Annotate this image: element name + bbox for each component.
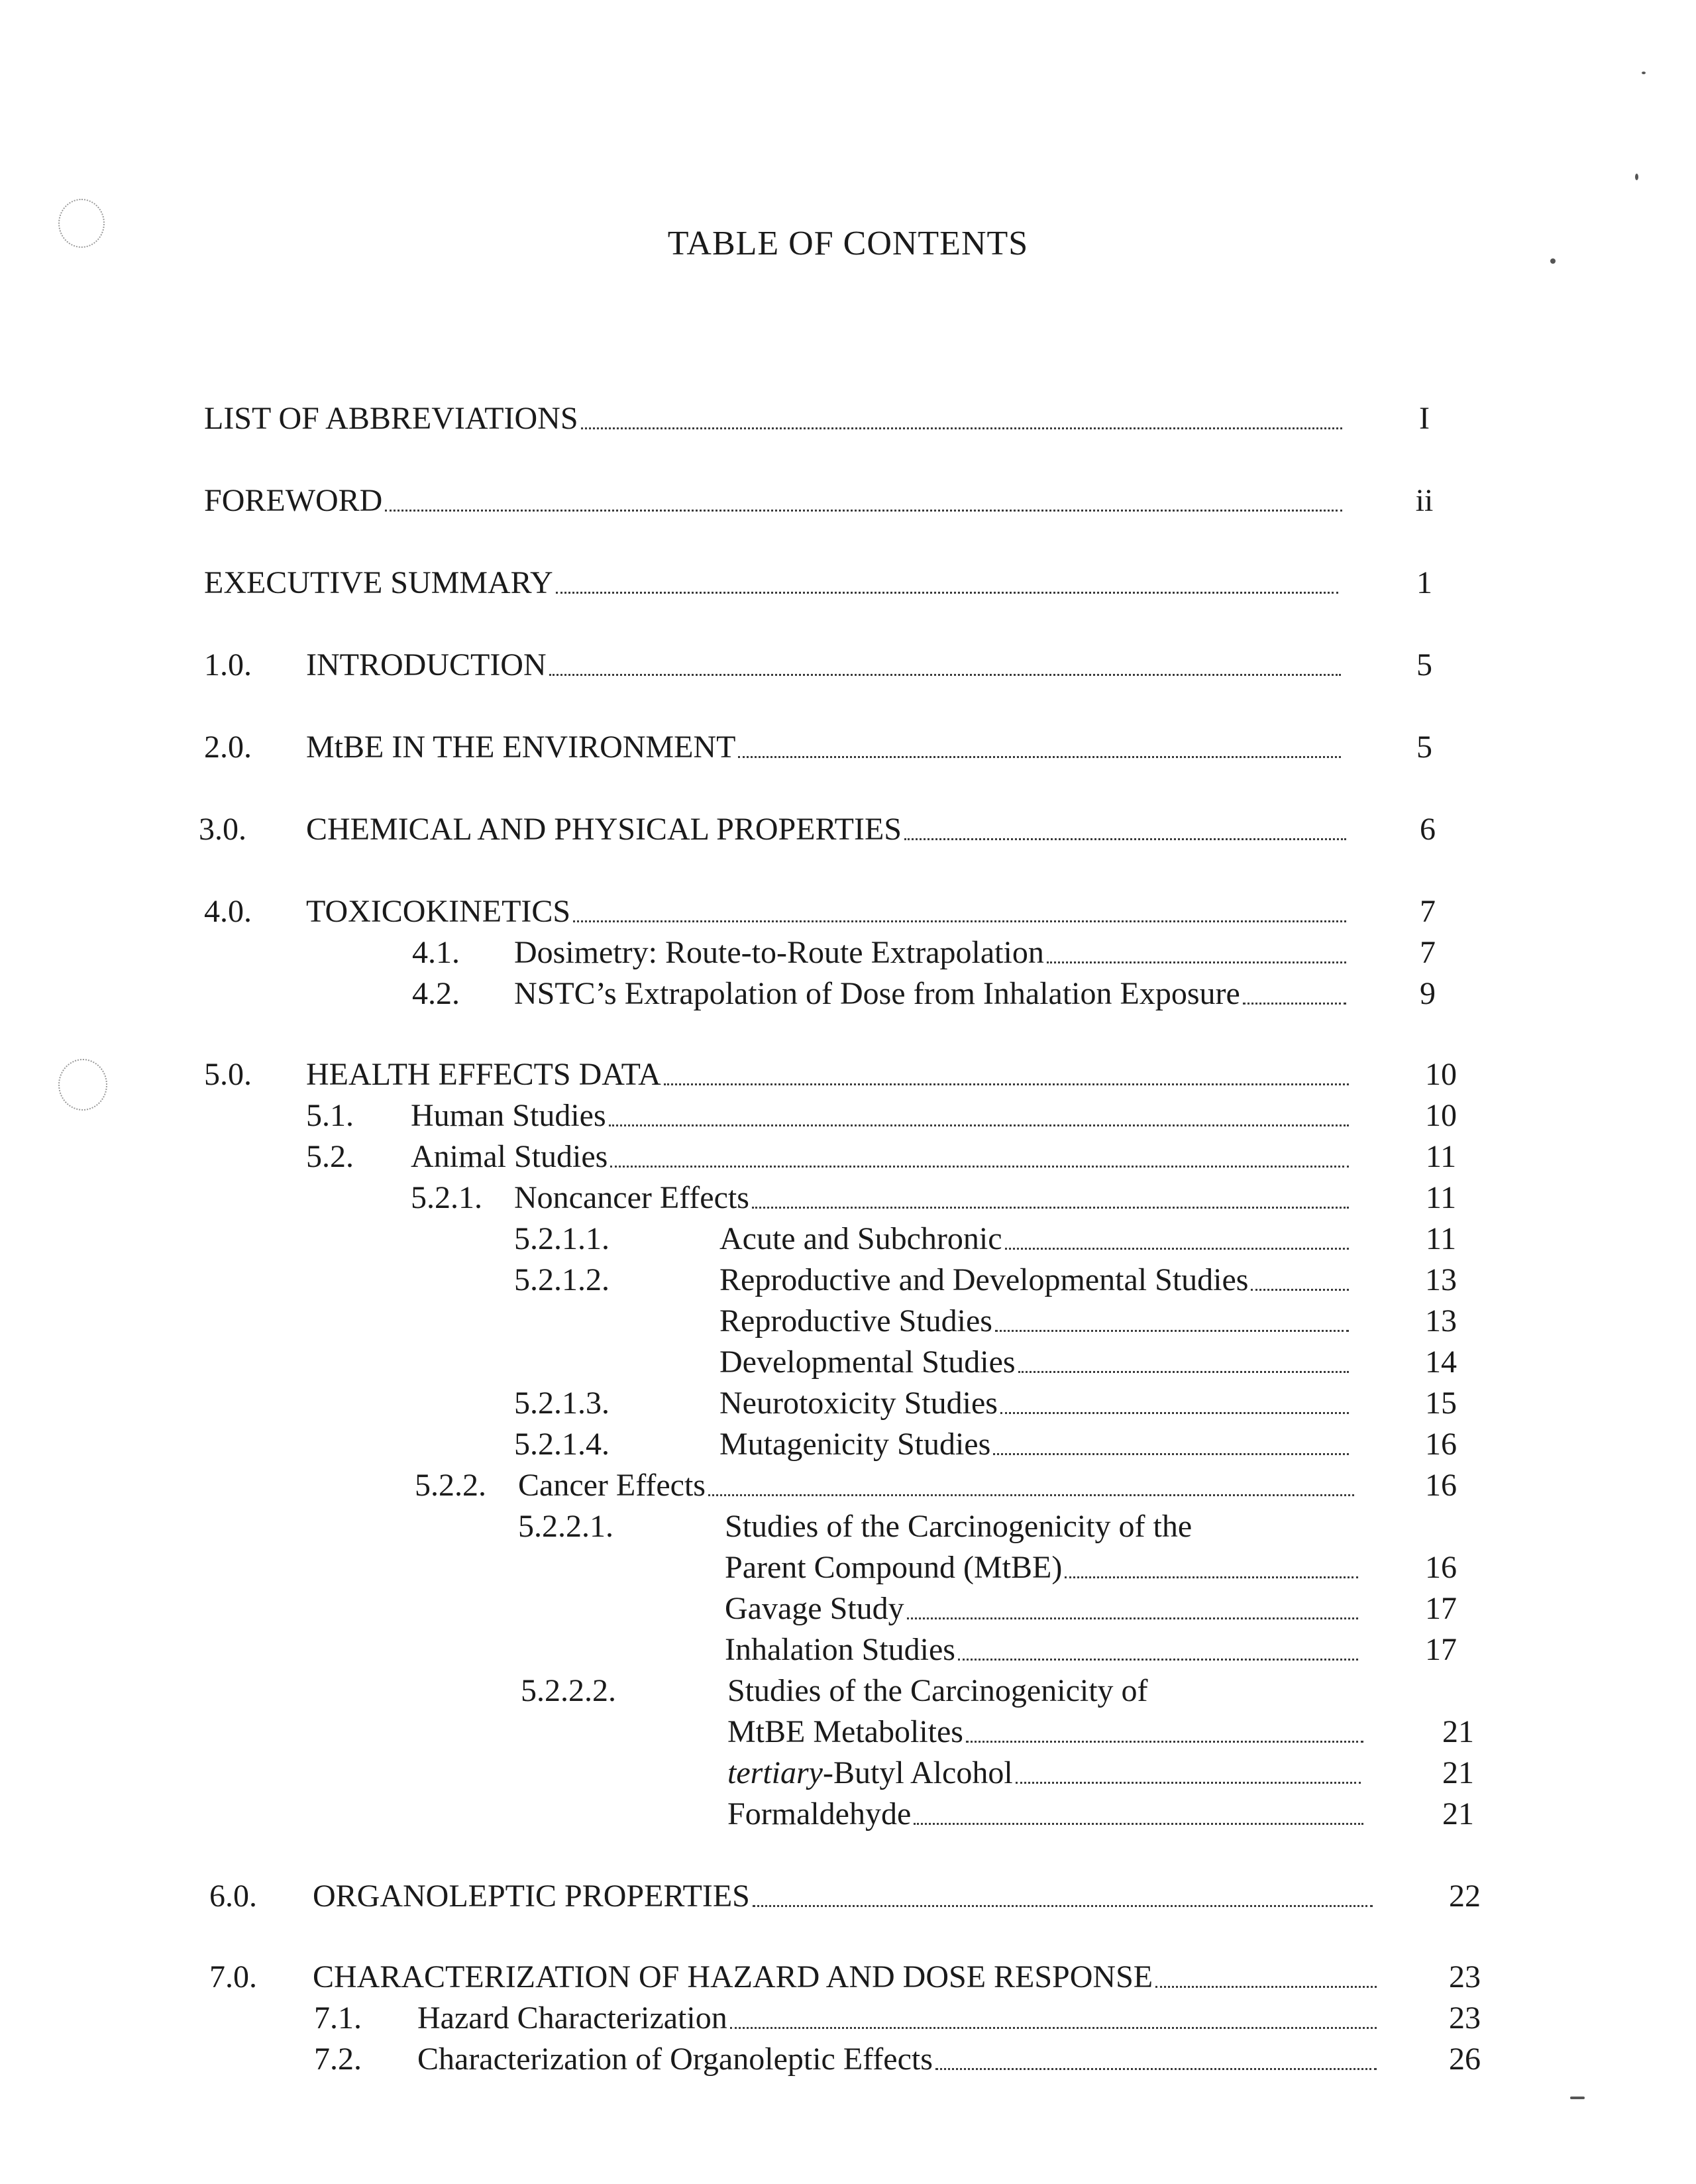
toc-entry-number: 5.2.1.1. [514,1221,610,1256]
toc-entry-reproductive-developmental[interactable] [0,1260,1696,1300]
hole-punch-mark [58,199,105,248]
toc-entry-organoleptic-properties[interactable] [0,1877,1696,1916]
toc-page-number: 17 [1425,1591,1457,1626]
toc-page-number: 6 [1420,812,1436,847]
toc-entry-label: CHARACTERIZATION OF HAZARD AND DOSE RESPONSE [313,1957,1155,1997]
page-title: TABLE OF CONTENTS [667,225,1029,262]
toc-entry-number: 1.0. [204,647,252,682]
toc-entry-label: EXECUTIVE SUMMARY [204,563,556,603]
toc-entry-acute-subchronic[interactable] [0,1219,1696,1259]
toc-entry-label: Acute and Subchronic [719,1219,1005,1259]
toc-page-number: 10 [1425,1057,1457,1092]
toc-page-number: 23 [1449,1959,1481,1994]
toc-entry-dosimetry[interactable] [0,933,1696,973]
toc-entry-label: ORGANOLEPTIC PROPERTIES [313,1877,753,1916]
toc-page-number: 7 [1420,935,1436,970]
toc-entry-human-studies[interactable] [0,1096,1696,1136]
toc-page-number: 21 [1442,1796,1474,1831]
toc-page-number: 11 [1425,1139,1457,1174]
toc-page-number: 16 [1425,1550,1457,1585]
toc-entry-label: INTRODUCTION [306,645,549,685]
toc-entry-number: 5.2.1.3. [514,1386,610,1421]
toc-entry-label: LIST OF ABBREVIATIONS [204,399,581,439]
toc-entry-carcinogenicity-parent-heading[interactable] [0,1507,1696,1547]
toc-entry-number: 4.2. [412,976,460,1011]
toc-entry-label: Noncancer Effects [514,1178,752,1218]
toc-entry-toxicokinetics[interactable] [0,892,1696,932]
toc-entry-number: 5.2.1.2. [514,1262,610,1297]
toc-entry-mutagenicity[interactable] [0,1425,1696,1464]
toc-entry-label: FOREWORD [204,481,385,521]
scan-speck [1570,2097,1585,2099]
toc-entry-foreword[interactable] [0,481,1696,521]
toc-entry-number: 5.2. [306,1139,354,1174]
toc-entry-abbreviations[interactable] [0,399,1696,439]
toc-entry-number: 6.0. [209,1879,257,1914]
toc-entry-label: TOXICOKINETICS [306,892,573,932]
toc-entry-nstc-extrapolation[interactable] [0,974,1696,1014]
toc-entry-label: Mutagenicity Studies [719,1425,993,1464]
scan-speck [1550,258,1556,264]
toc-page-number: 13 [1425,1303,1457,1338]
toc-entry-number: 4.1. [412,935,460,970]
scan-speck [1642,72,1646,74]
toc-entry-chemical-properties[interactable] [0,810,1696,849]
toc-page-number: 13 [1425,1262,1457,1297]
toc-entry-label: Parent Compound (MtBE) [725,1548,1065,1588]
toc-entry-number: 5.0. [204,1057,252,1092]
toc-entry-number: 7.1. [314,2000,362,2036]
toc-entry-label: Reproductive and Developmental Studies [719,1260,1251,1300]
toc-entry-introduction[interactable] [0,645,1696,685]
toc-entry-number: 7.0. [209,1959,257,1994]
toc-entry-label: MtBE IN THE ENVIRONMENT [306,728,738,767]
toc-entry-label: Cancer Effects [518,1466,708,1505]
toc-entry-number: 3.0. [199,812,246,847]
toc-page-number: 16 [1425,1468,1457,1503]
toc-page-number: 21 [1442,1714,1474,1749]
toc-entry-label: Hazard Characterization [417,1998,730,2038]
toc-entry-label: Studies of the Carcinogenicity of [727,1673,1148,1708]
toc-page-number: I [1419,401,1430,436]
toc-entry-organoleptic-effects[interactable] [0,2040,1696,2079]
scan-speck [1635,174,1638,180]
toc-page-number: 5 [1416,647,1432,682]
toc-entry-environment[interactable] [0,728,1696,767]
toc-entry-label: NSTC’s Extrapolation of Dose from Inhalation Exposure [514,974,1243,1014]
toc-entry-tertiary-butyl-alcohol[interactable] [0,1753,1696,1793]
toc-entry-animal-studies[interactable] [0,1137,1696,1177]
toc-entry-health-effects[interactable] [0,1055,1696,1095]
toc-entry-number: 5.2.2.2. [521,1673,616,1708]
toc-entry-label: Reproductive Studies [719,1301,995,1341]
toc-page-number: 7 [1420,894,1436,929]
toc-entry-hazard-dose-response[interactable] [0,1957,1696,1997]
toc-entry-number: 4.0. [204,894,252,929]
toc-page-number: 11 [1425,1180,1457,1215]
toc-entry-label: CHEMICAL AND PHYSICAL PROPERTIES [306,810,904,849]
toc-page-number: 10 [1425,1098,1457,1133]
toc-entry-reproductive-studies[interactable] [0,1301,1696,1341]
toc-page-number: 26 [1449,2042,1481,2077]
toc-page-number: 17 [1425,1632,1457,1667]
toc-page-number: 11 [1425,1221,1457,1256]
toc-entry-formaldehyde[interactable] [0,1794,1696,1834]
toc-entry-executive-summary[interactable] [0,563,1696,603]
toc-entry-neurotoxicity[interactable] [0,1384,1696,1423]
toc-entry-label: MtBE Metabolites [727,1712,966,1752]
toc-entry-label: Gavage Study [725,1589,907,1629]
toc-entry-number: 7.2. [314,2042,362,2077]
toc-entry-number: 5.1. [306,1098,354,1133]
toc-entry-label: Animal Studies [411,1137,610,1177]
toc-entry-label: Characterization of Organoleptic Effects [417,2040,935,2079]
toc-entry-label: Dosimetry: Route-to-Route Extrapolation [514,933,1047,973]
toc-entry-number: 5.2.2. [415,1468,486,1503]
toc-page-number: 22 [1449,1879,1481,1914]
toc-entry-label: Neurotoxicity Studies [719,1384,1000,1423]
toc-page-number: 16 [1425,1427,1457,1462]
toc-entry-number: 5.2.2.1. [518,1509,613,1544]
toc-page-number: 1 [1416,565,1432,600]
toc-entry-label: HEALTH EFFECTS DATA [306,1055,664,1095]
toc-entry-number: 5.2.1. [411,1180,482,1215]
toc-entry-carcinogenicity-metabolites-heading[interactable] [0,1671,1696,1711]
toc-page-number: 21 [1442,1755,1474,1790]
toc-entry-label: Developmental Studies [719,1342,1018,1382]
toc-entry-parent-compound[interactable] [0,1548,1696,1588]
toc-entry-developmental-studies[interactable] [0,1342,1696,1382]
hole-punch-mark [58,1059,107,1111]
toc-entry-label: Human Studies [411,1096,609,1136]
toc-page-number: 23 [1449,2000,1481,2036]
toc-entry-inhalation-studies[interactable] [0,1630,1696,1670]
toc-entry-noncancer-effects[interactable] [0,1178,1696,1218]
toc-page-number: 15 [1425,1386,1457,1421]
toc-page-number: 9 [1420,976,1436,1011]
toc-entry-cancer-effects[interactable] [0,1466,1696,1505]
toc-entry-gavage-study[interactable] [0,1589,1696,1629]
toc-page-number: 14 [1425,1344,1457,1380]
toc-entry-number: 5.2.1.4. [514,1427,610,1462]
toc-page-number: ii [1415,483,1434,518]
toc-page-number: 5 [1416,730,1432,765]
toc-entry-hazard-characterization[interactable] [0,1998,1696,2038]
toc-entry-mtbe-metabolites[interactable] [0,1712,1696,1752]
toc-entry-label: Formaldehyde [727,1794,914,1834]
toc-entry-label: Studies of the Carcinogenicity of the [725,1509,1192,1544]
toc-entry-label: Inhalation Studies [725,1630,958,1670]
toc-entry-label: tertiary-Butyl Alcohol [727,1753,1016,1793]
toc-entry-number: 2.0. [204,730,252,765]
